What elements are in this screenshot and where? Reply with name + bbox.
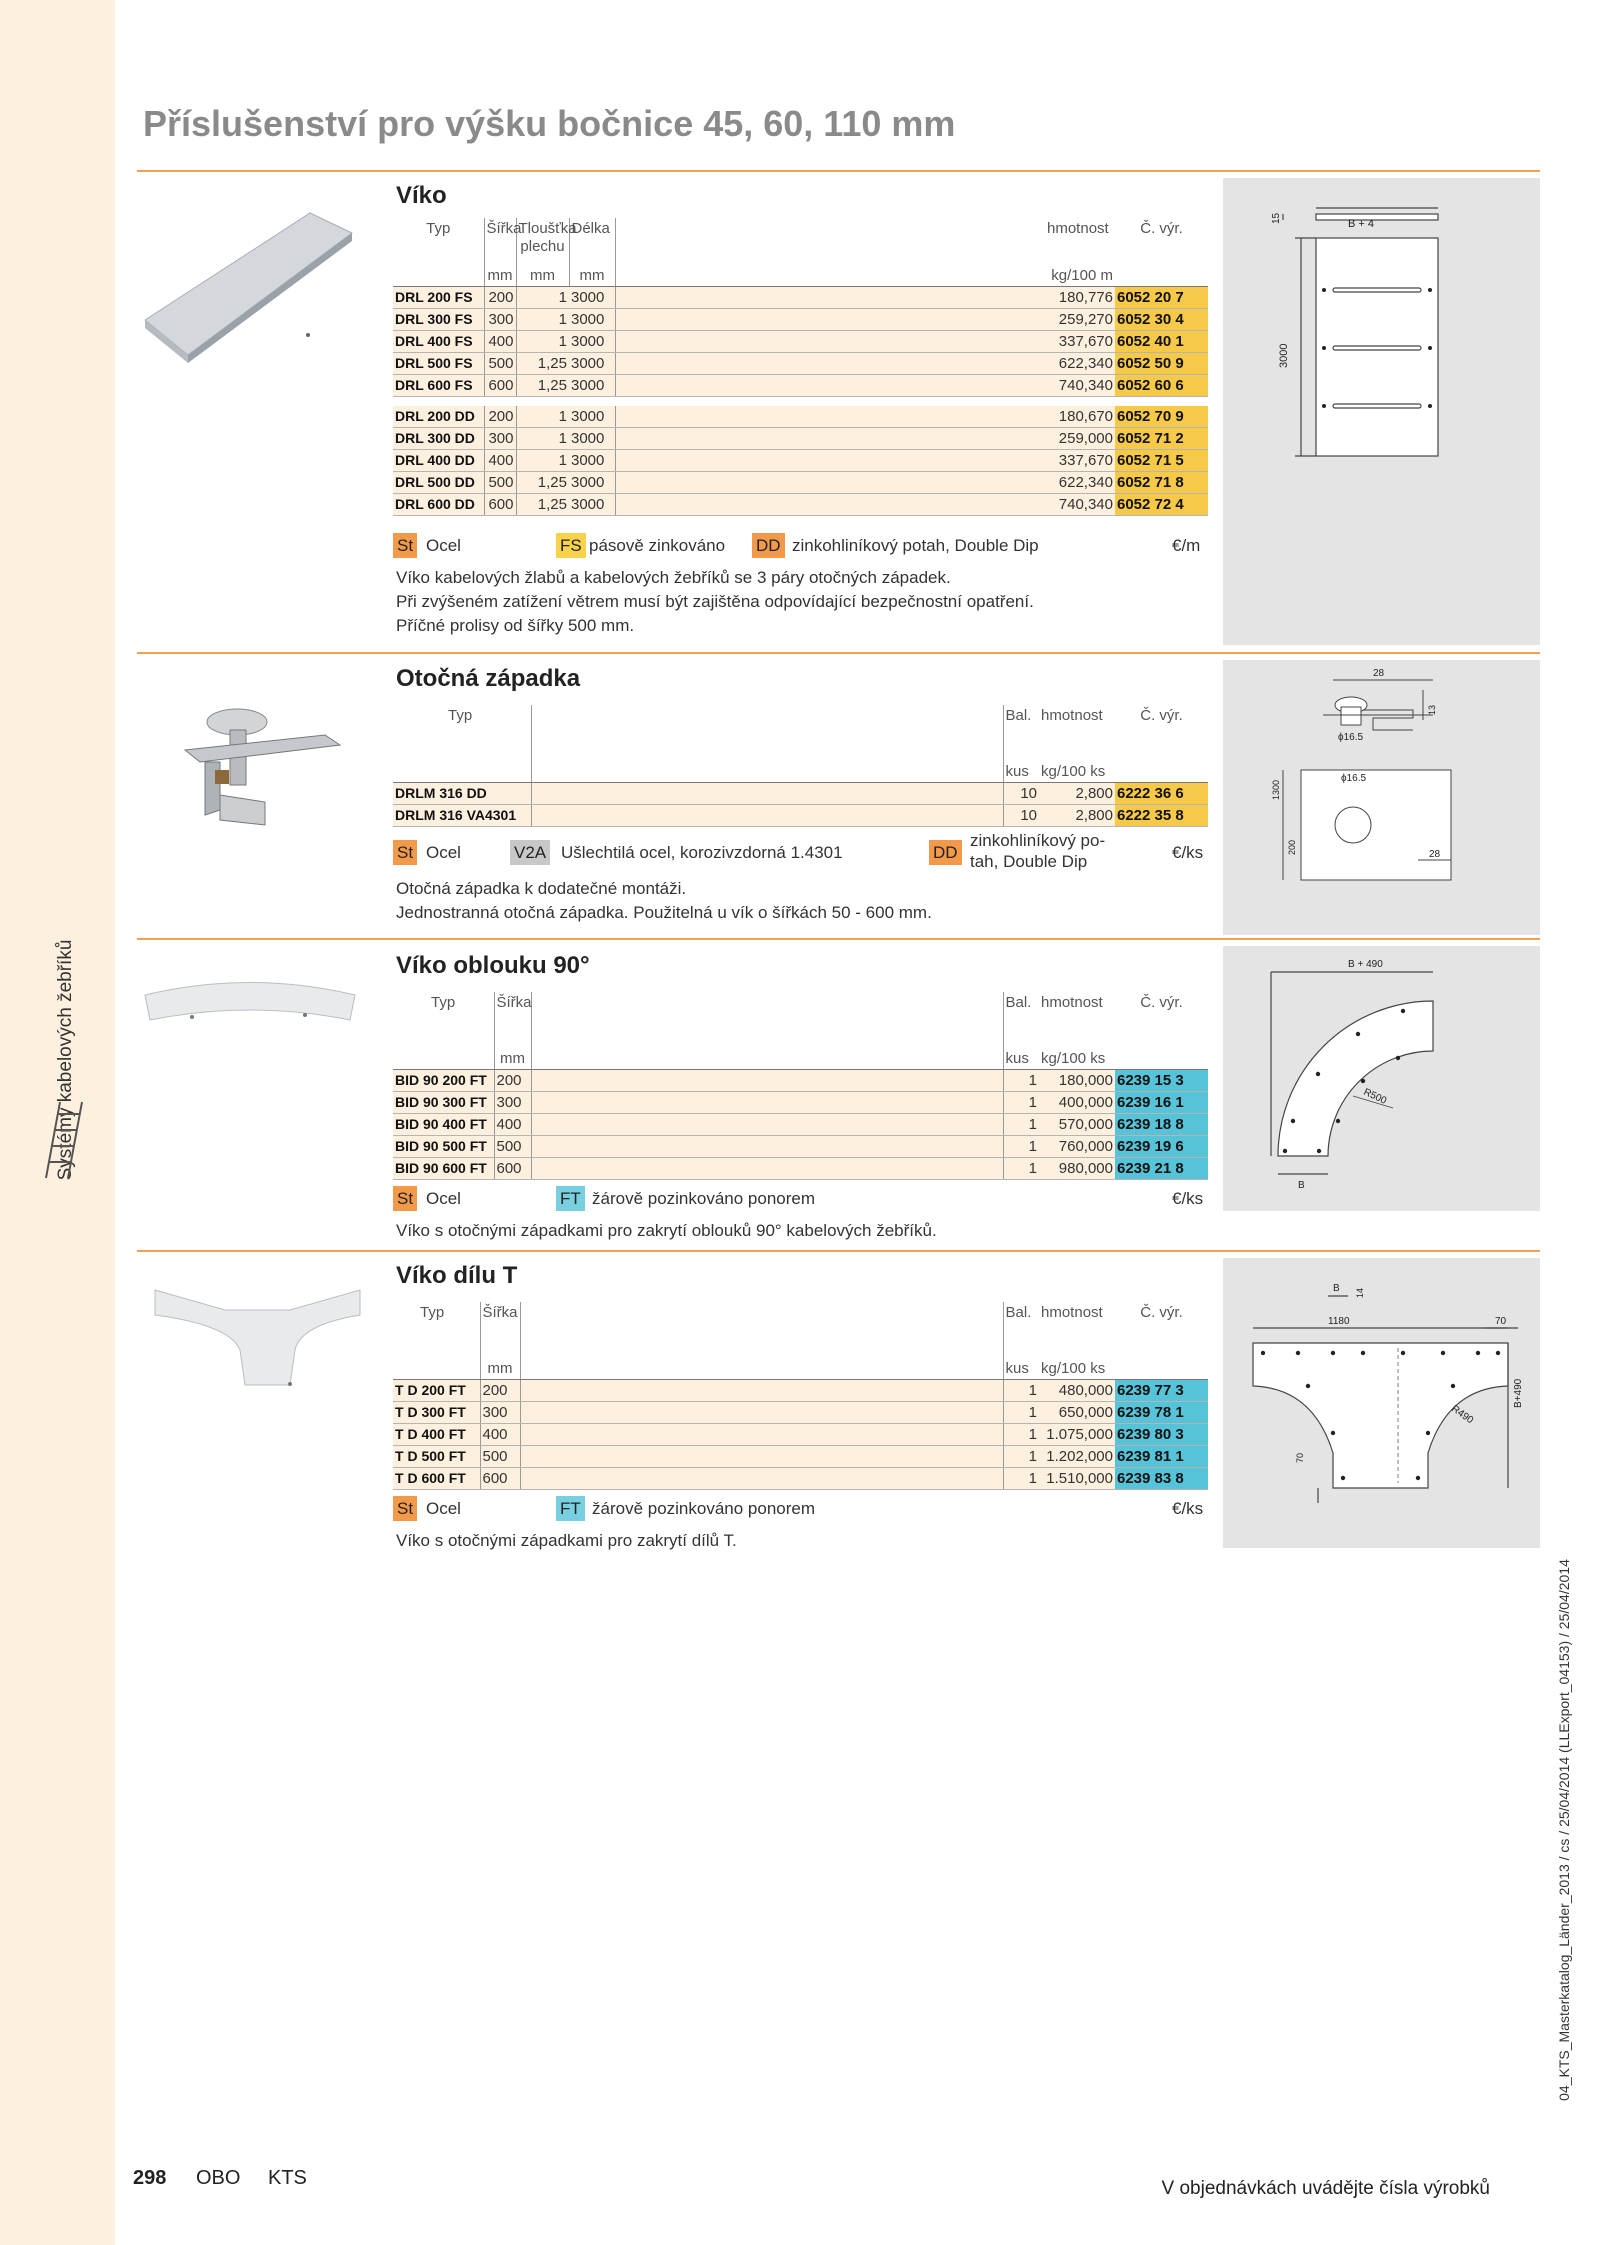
th-hmotnost: hmotnost [1041, 994, 1103, 1011]
cell-delka: 3000 [569, 449, 615, 471]
cell-empty [531, 1158, 1003, 1180]
cell-sirka: 400 [484, 331, 516, 353]
section-title-viko: Víko [396, 182, 447, 209]
th-bal: Bal. [1003, 705, 1039, 762]
cell-hmotnost: 480,000 [1039, 1380, 1115, 1402]
th-typ: Typ [431, 994, 456, 1011]
page-title: Příslušenství pro výšku bočnice 45, 60, 110 mm [143, 103, 956, 144]
cell-empty [615, 449, 1045, 471]
table-row [393, 406, 1208, 428]
cell-sirka: 200 [480, 1380, 520, 1402]
drawing-label: R490 [1449, 1403, 1476, 1427]
th-cvyr: Č. výr. [1140, 707, 1183, 724]
cell-tloustka: 1,25 [516, 493, 569, 515]
cell-sirka: 500 [480, 1446, 520, 1468]
cell-hmotnost: 622,340 [1045, 353, 1115, 375]
th-sirka: Šířka [494, 992, 531, 1049]
cell-typ: DRL 500 FS [393, 353, 484, 375]
cell-hmotnost: 400,000 [1039, 1092, 1115, 1114]
cell-bal: 1 [1003, 1114, 1039, 1136]
cell-tloustka: 1 [516, 406, 569, 428]
cell-cvyr: 6239 18 8 [1115, 1114, 1208, 1136]
tee-cover-photo [150, 1280, 365, 1390]
cell-typ: T D 500 FT [393, 1446, 480, 1468]
cell-bal: 10 [1003, 783, 1039, 805]
badge-fs: FS [556, 533, 586, 558]
cell-hmotnost: 1.510,000 [1039, 1468, 1115, 1490]
desc-line: Při zvýšeném zatížení větrem musí být zajištěna odpovídající bezpečnostní opatření. [396, 592, 1034, 611]
material-v2a-text: Ušlechtilá ocel, korozivzdorná 1.4301 [561, 843, 843, 862]
drawing-label: ϕ16.5 [1341, 773, 1367, 784]
cell-hmotnost: 740,340 [1045, 493, 1115, 515]
cell-typ: BID 90 500 FT [393, 1136, 494, 1158]
cell-cvyr: 6222 36 6 [1115, 783, 1208, 805]
th-sirka: Šířka [480, 1302, 520, 1359]
table-row [393, 1092, 1208, 1114]
material-dd-line: tah, Double Dip [970, 852, 1088, 871]
desc-line: Příčné prolisy od šířky 500 mm. [396, 616, 635, 635]
material-st-text: Ocel [426, 536, 461, 555]
cell-cvyr: 6052 60 6 [1115, 375, 1208, 397]
cell-cvyr: 6052 30 4 [1115, 309, 1208, 331]
table-row [393, 471, 1208, 493]
cell-typ: BID 90 600 FT [393, 1158, 494, 1180]
badge-ft: FT [556, 1186, 585, 1211]
unit-hmotnost: kg/100 m [1045, 266, 1115, 287]
th-cvyr: Č. výr. [1140, 994, 1183, 1011]
cell-empty [615, 331, 1045, 353]
th-delka: Délka [569, 218, 615, 266]
cell-empty [520, 1468, 1003, 1490]
cell-delka: 3000 [569, 353, 615, 375]
cell-delka: 3000 [569, 406, 615, 428]
drawing-label: 28 [1429, 849, 1441, 860]
th-bal: Bal. [1003, 1302, 1039, 1359]
cell-hmotnost: 2,800 [1039, 805, 1115, 827]
cell-typ: DRL 500 DD [393, 471, 484, 493]
cell-empty [531, 805, 1003, 827]
section-divider [137, 652, 1540, 654]
cell-bal: 10 [1003, 805, 1039, 827]
th-cvyr: Č. výr. [1140, 220, 1183, 237]
cell-sirka: 300 [484, 427, 516, 449]
cell-typ: T D 200 FT [393, 1380, 480, 1402]
cell-typ: DRL 300 FS [393, 309, 484, 331]
drawing-label: B + 4 [1348, 218, 1374, 230]
cell-typ: DRL 200 DD [393, 406, 484, 428]
sidebar-label: Systémy kabelových žebříků [55, 939, 76, 1181]
cell-delka: 3000 [569, 471, 615, 493]
cell-tloustka: 1,25 [516, 471, 569, 493]
cell-delka: 3000 [569, 493, 615, 515]
desc-line: Víko s otočnými západkami pro zakrytí dílů T. [396, 1531, 737, 1550]
cell-empty [520, 1446, 1003, 1468]
cell-cvyr: 6052 71 5 [1115, 449, 1208, 471]
cell-cvyr: 6052 71 2 [1115, 427, 1208, 449]
cell-typ: BID 90 400 FT [393, 1114, 494, 1136]
drawing-label: 70 [1495, 1316, 1507, 1327]
th-tloustka: Tloušťka plechu [516, 218, 569, 266]
unit-bal: kus [1003, 1049, 1039, 1070]
unit-bal: kus [1003, 1359, 1039, 1380]
section-divider [137, 1250, 1540, 1252]
drawing-label: 200 [1287, 839, 1297, 855]
cell-typ: BID 90 300 FT [393, 1092, 494, 1114]
th-typ: Typ [448, 707, 473, 724]
material-ft-text: žárově pozinkováno ponorem [592, 1499, 816, 1518]
cell-bal: 1 [1003, 1402, 1039, 1424]
material-st-text: Ocel [426, 843, 461, 862]
table-row [393, 1070, 1208, 1092]
bend-cover-photo [140, 975, 360, 1035]
cell-sirka: 400 [494, 1114, 531, 1136]
material-st-text: Ocel [426, 1189, 461, 1208]
description-dil-t [396, 1529, 737, 1553]
drawing-label: 1300 [1271, 779, 1281, 800]
cell-cvyr: 6239 15 3 [1115, 1070, 1208, 1092]
cell-empty [615, 406, 1045, 428]
material-ft-text: žárově pozinkováno ponorem [592, 1189, 816, 1208]
badge-ft: FT [556, 1496, 585, 1521]
material-dd-line: zinkohliníkový po- [970, 831, 1106, 850]
table-row [393, 309, 1208, 331]
drawing-label: B+490 [1513, 1378, 1524, 1408]
th-bal: Bal. [1003, 992, 1039, 1049]
cell-typ: DRL 600 FS [393, 375, 484, 397]
section-title-dil-t: Víko dílu T [396, 1262, 518, 1289]
cover-photo [140, 205, 355, 390]
badge-st: St [393, 1496, 417, 1521]
cell-hmotnost: 180,670 [1045, 406, 1115, 428]
cell-hmotnost: 337,670 [1045, 331, 1115, 353]
cell-cvyr: 6239 21 8 [1115, 1158, 1208, 1180]
drawing-dil-t [1223, 1258, 1540, 1548]
th-typ: Typ [420, 1304, 445, 1321]
catalog-side-note: 04_KTS_Masterkatalog_Länder_2013 / cs / 25/04/2014 (LLExport_04153) / 25/04/2014 [1556, 1559, 1572, 2101]
cell-typ: DRL 300 DD [393, 427, 484, 449]
drawing-label: B + 490 [1348, 959, 1383, 970]
cell-delka: 3000 [569, 427, 615, 449]
cell-delka: 3000 [569, 309, 615, 331]
cell-delka: 3000 [569, 375, 615, 397]
table-zapadka [393, 705, 1208, 827]
cell-typ: DRL 600 DD [393, 493, 484, 515]
cell-hmotnost: 740,340 [1045, 375, 1115, 397]
unit-hmotnost: kg/100 ks [1039, 762, 1115, 783]
footer-section: KTS [268, 2167, 307, 2189]
table-row [393, 427, 1208, 449]
cell-cvyr: 6239 83 8 [1115, 1468, 1208, 1490]
table-row [393, 375, 1208, 397]
cell-typ: BID 90 200 FT [393, 1070, 494, 1092]
section-title-oblouk: Víko oblouku 90° [396, 952, 590, 979]
cell-hmotnost: 1.202,000 [1039, 1446, 1115, 1468]
th-typ: Typ [426, 220, 451, 237]
drawing-oblouk [1223, 946, 1540, 1211]
cell-sirka: 200 [484, 406, 516, 428]
cell-hmotnost: 1.075,000 [1039, 1424, 1115, 1446]
cell-cvyr: 6239 19 6 [1115, 1136, 1208, 1158]
cell-bal: 1 [1003, 1424, 1039, 1446]
cell-sirka: 400 [484, 449, 516, 471]
section-divider [137, 170, 1540, 172]
drawing-zapadka [1223, 660, 1540, 935]
price-unit: €/ks [1172, 1499, 1204, 1518]
cell-bal: 1 [1003, 1136, 1039, 1158]
cell-tloustka: 1,25 [516, 375, 569, 397]
cell-empty [615, 471, 1045, 493]
drawing-label: 3000 [1278, 343, 1290, 368]
cell-empty [520, 1402, 1003, 1424]
table-row [393, 331, 1208, 353]
unit-bal: kus [1003, 762, 1039, 783]
badge-v2a: V2A [510, 840, 550, 865]
table-row [393, 449, 1208, 471]
cell-typ: DRL 400 DD [393, 449, 484, 471]
cell-tloustka: 1,25 [516, 353, 569, 375]
th-hmotnost: hmotnost [1047, 220, 1109, 237]
price-unit: €/m [1172, 536, 1201, 555]
unit-sirka: mm [484, 266, 516, 287]
cell-cvyr: 6052 40 1 [1115, 331, 1208, 353]
material-fs-text: pásově zinkováno [589, 536, 726, 555]
cell-cvyr: 6052 72 4 [1115, 493, 1208, 515]
latch-photo [175, 690, 345, 840]
table-oblouk [393, 992, 1208, 1180]
table-row [393, 783, 1208, 805]
page-number: 298 [133, 2167, 167, 2189]
table-row [393, 353, 1208, 375]
cell-typ: T D 600 FT [393, 1468, 480, 1490]
unit-hmotnost: kg/100 ks [1039, 1359, 1115, 1380]
cell-cvyr: 6052 71 8 [1115, 471, 1208, 493]
badge-st: St [393, 840, 417, 865]
desc-line: Víko kabelových žlabů a kabelových žebříků se 3 páry otočných západek. [396, 568, 951, 587]
cell-sirka: 600 [484, 493, 516, 515]
cell-cvyr: 6239 78 1 [1115, 1402, 1208, 1424]
table-row [393, 1136, 1208, 1158]
cell-empty [615, 353, 1045, 375]
description-zapadka [396, 877, 932, 925]
cell-sirka: 200 [484, 287, 516, 309]
cell-sirka: 500 [484, 353, 516, 375]
cell-hmotnost: 180,000 [1039, 1070, 1115, 1092]
section-divider [137, 938, 1540, 940]
th-cvyr: Č. výr. [1140, 1304, 1183, 1321]
table-row [393, 1446, 1208, 1468]
table-row [393, 1468, 1208, 1490]
cell-tloustka: 1 [516, 331, 569, 353]
cell-sirka: 500 [494, 1136, 531, 1158]
cell-cvyr: 6052 50 9 [1115, 353, 1208, 375]
drawing-label: 15 [1271, 212, 1282, 224]
cell-bal: 1 [1003, 1380, 1039, 1402]
unit-tloustka: mm [516, 266, 569, 287]
drawing-label: B [1298, 1180, 1305, 1191]
cell-empty [615, 375, 1045, 397]
cell-delka: 3000 [569, 331, 615, 353]
badge-dd: DD [752, 533, 785, 558]
cell-typ: T D 300 FT [393, 1402, 480, 1424]
unit-sirka: mm [480, 1359, 520, 1380]
footer-note: V objednávkách uvádějte čísla výrobků [1161, 2178, 1490, 2199]
badge-st: St [393, 1186, 417, 1211]
cell-typ: DRL 200 FS [393, 287, 484, 309]
cell-sirka: 600 [494, 1158, 531, 1180]
cell-sirka: 400 [480, 1424, 520, 1446]
description-oblouk [396, 1219, 937, 1243]
drawing-label: ϕ16.5 [1338, 732, 1364, 743]
badge-st: St [393, 533, 417, 558]
cell-sirka: 500 [484, 471, 516, 493]
cell-hmotnost: 2,800 [1039, 783, 1115, 805]
ladder-icon [38, 1100, 88, 1180]
cell-hmotnost: 650,000 [1039, 1402, 1115, 1424]
cell-empty [615, 427, 1045, 449]
cell-hmotnost: 760,000 [1039, 1136, 1115, 1158]
drawing-label: 1180 [1328, 1316, 1350, 1327]
cell-bal: 1 [1003, 1070, 1039, 1092]
cell-typ: T D 400 FT [393, 1424, 480, 1446]
drawing-label: 28 [1373, 668, 1385, 679]
drawing-label: R500 [1361, 1086, 1389, 1107]
badge-dd: DD [929, 840, 962, 865]
description-viko [396, 566, 1034, 638]
desc-line: Otočná západka k dodatečné montáži. [396, 879, 687, 898]
cell-sirka: 300 [494, 1092, 531, 1114]
cell-cvyr: 6239 81 1 [1115, 1446, 1208, 1468]
th-sirka: Šířka [484, 218, 516, 266]
table-row [393, 1380, 1208, 1402]
cell-sirka: 300 [484, 309, 516, 331]
sidebar-band [0, 0, 115, 2245]
cell-cvyr: 6052 70 9 [1115, 406, 1208, 428]
cell-bal: 1 [1003, 1446, 1039, 1468]
cell-empty [531, 1136, 1003, 1158]
cell-hmotnost: 180,776 [1045, 287, 1115, 309]
table-row [393, 1158, 1208, 1180]
table-row [393, 287, 1208, 309]
material-st-text: Ocel [426, 1499, 461, 1518]
cell-typ: DRL 400 FS [393, 331, 484, 353]
unit-hmotnost: kg/100 ks [1039, 1049, 1115, 1070]
table-dil-t [393, 1302, 1208, 1490]
cell-bal: 1 [1003, 1092, 1039, 1114]
cell-cvyr: 6222 35 8 [1115, 805, 1208, 827]
cell-empty [531, 1070, 1003, 1092]
material-dd-text [970, 830, 1105, 872]
cell-empty [531, 783, 1003, 805]
footer-brand: OBO [196, 2167, 241, 2189]
cell-cvyr: 6239 80 3 [1115, 1424, 1208, 1446]
cell-bal: 1 [1003, 1158, 1039, 1180]
material-dd-text: zinkohliníkový potah, Double Dip [792, 536, 1039, 555]
cell-hmotnost: 622,340 [1045, 471, 1115, 493]
cell-cvyr: 6052 20 7 [1115, 287, 1208, 309]
price-unit: €/ks [1172, 1189, 1204, 1208]
cell-empty [615, 287, 1045, 309]
table-row [393, 493, 1208, 515]
drawing-viko [1223, 178, 1540, 645]
cell-typ: DRLM 316 DD [393, 783, 531, 805]
cell-cvyr: 6239 77 3 [1115, 1380, 1208, 1402]
price-unit: €/ks [1172, 843, 1204, 862]
cell-tloustka: 1 [516, 449, 569, 471]
cell-delka: 3000 [569, 287, 615, 309]
desc-line: Víko s otočnými západkami pro zakrytí oblouků 90° kabelových žebříků. [396, 1221, 937, 1240]
cell-hmotnost: 980,000 [1039, 1158, 1115, 1180]
cell-typ: DRLM 316 VA4301 [393, 805, 531, 827]
cell-sirka: 600 [484, 375, 516, 397]
table-viko [393, 218, 1208, 516]
cell-tloustka: 1 [516, 427, 569, 449]
cell-tloustka: 1 [516, 287, 569, 309]
cell-empty [520, 1380, 1003, 1402]
drawing-label: B [1333, 1283, 1340, 1294]
drawing-label: 14 [1355, 1287, 1365, 1298]
cell-hmotnost: 570,000 [1039, 1114, 1115, 1136]
table-row [393, 1424, 1208, 1446]
cell-hmotnost: 337,670 [1045, 449, 1115, 471]
drawing-label: 70 [1295, 1452, 1305, 1463]
table-row [393, 1114, 1208, 1136]
cell-bal: 1 [1003, 1468, 1039, 1490]
cell-sirka: 200 [494, 1070, 531, 1092]
unit-delka: mm [569, 266, 615, 287]
cell-empty [520, 1424, 1003, 1446]
cell-sirka: 600 [480, 1468, 520, 1490]
cell-empty [615, 309, 1045, 331]
desc-line: Jednostranná otočná západka. Použitelná u vík o šířkách 50 - 600 mm. [396, 903, 932, 922]
cell-cvyr: 6239 16 1 [1115, 1092, 1208, 1114]
cell-tloustka: 1 [516, 309, 569, 331]
th-hmotnost: hmotnost [1041, 707, 1103, 724]
drawing-label: 13 [1427, 704, 1437, 715]
table-row [393, 1402, 1208, 1424]
th-hmotnost: hmotnost [1041, 1304, 1103, 1321]
cell-empty [615, 493, 1045, 515]
cell-hmotnost: 259,270 [1045, 309, 1115, 331]
cell-empty [531, 1092, 1003, 1114]
section-title-zapadka: Otočná západka [396, 665, 581, 692]
unit-sirka: mm [494, 1049, 531, 1070]
cell-hmotnost: 259,000 [1045, 427, 1115, 449]
cell-empty [531, 1114, 1003, 1136]
table-row [393, 805, 1208, 827]
cell-sirka: 300 [480, 1402, 520, 1424]
